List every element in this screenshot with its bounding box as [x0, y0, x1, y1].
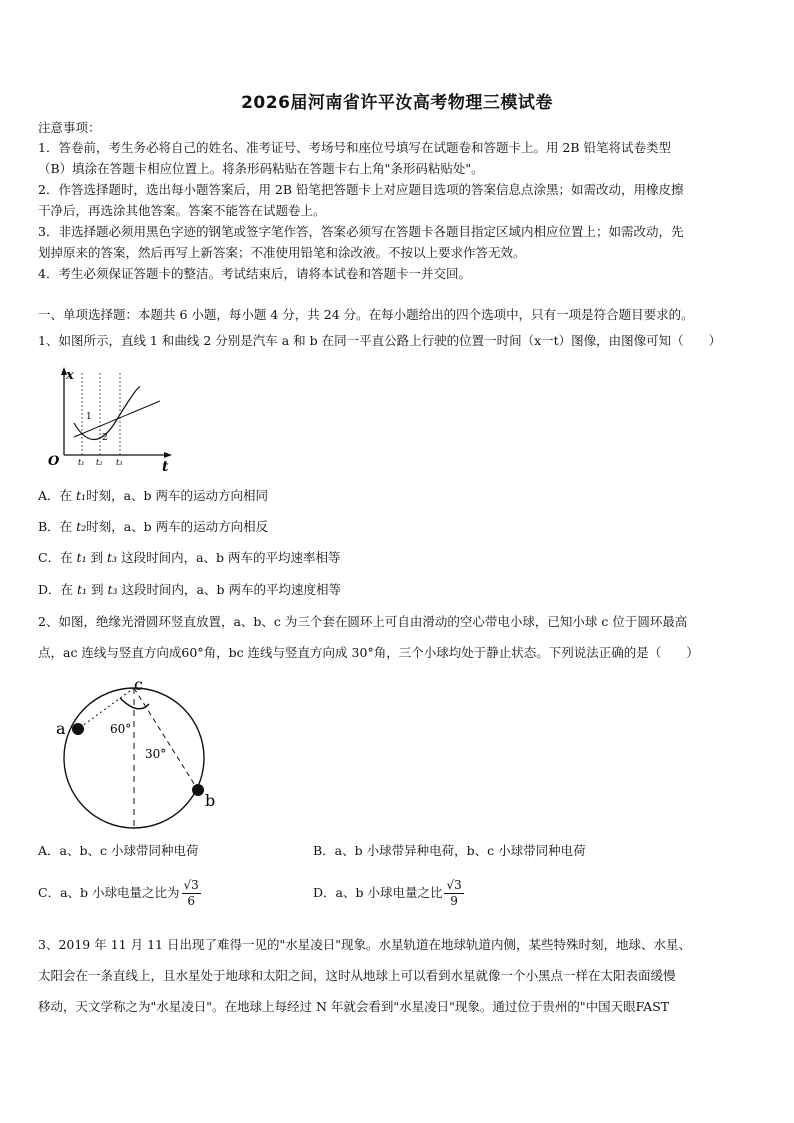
y-axis-label: x — [66, 368, 74, 383]
x-axis-label: t — [162, 459, 169, 473]
fraction-numerator: √3 — [446, 878, 462, 892]
option-mid: 到 — [87, 582, 108, 597]
question-2-stem-line2: 点，ac 连线与竖直方向成60°角，bc 连线与竖直方向成 30°角，三个小球均处于静止状态。下列说法正确的是（ ） — [38, 645, 699, 660]
q2-option-c[interactable] — [38, 878, 201, 909]
angle-30-label: 30° — [145, 747, 167, 761]
fraction-denominator: 9 — [450, 894, 458, 908]
label-c: c — [134, 676, 143, 694]
ball-b — [192, 784, 204, 796]
option-prefix: B．在 — [38, 519, 77, 534]
origin-label: O — [48, 454, 60, 469]
option-text: 这段时间内，a、b 两车的平均速度相等 — [117, 582, 341, 597]
note-line: 2．作答选择题时，选出每小题答案后，用 2B 铅笔把答题卡上对应题目选项的答案信息点涂黑；如需改动，用橡皮擦 — [38, 182, 684, 197]
option-text: D．a、b 小球电量之比 — [313, 885, 443, 900]
option-prefix: C．在 — [38, 550, 77, 565]
tick-t2: t₂ — [96, 458, 103, 467]
label-b: b — [205, 791, 216, 810]
tick-t3: t₃ — [116, 458, 123, 467]
label-a: a — [56, 719, 66, 738]
q1-option-c[interactable] — [38, 548, 760, 568]
option-text: 时刻，a、b 两车的运动方向相同 — [86, 488, 268, 503]
fraction-numerator: √3 — [183, 878, 199, 892]
note-line: 划掉原来的答案，然后再写上新答案；不准使用铅笔和涂改液。不按以上要求作答无效。 — [38, 245, 526, 260]
section-heading: 一、单项选择题：本题共 6 小题，每小题 4 分，共 24 分。在每小题给出的四个选项中，只有一项是符合题目要求的。 — [38, 307, 694, 322]
q2-option-b[interactable]: B．a、b 小球带异种电荷，b、c 小球带同种电荷 — [313, 843, 586, 858]
option-var: t₂ — [76, 519, 87, 534]
note-line: 4．考生必须保证答题卡的整洁。考试结束后，请将本试卷和答题卡一并交回。 — [38, 266, 471, 281]
xt-graph-figure — [44, 365, 176, 473]
question-3-line: 移动，天文学称之为"水星凌日"。在地球上每经过 N 年就会看到"水星凌日"现象。通过位于贵州的"中国天眼FAST — [38, 999, 670, 1014]
note-line: 干净后，再选涂其他答案。答案不能答在试题卷上。 — [38, 203, 326, 218]
question-1-stem: 1、如图所示，直线 1 和曲线 2 分别是汽车 a 和 b 在同一平直公路上行驶的位置一时间（x一t）图像，由图像可知（ ） — [38, 333, 722, 348]
option-var: t₁ — [76, 488, 87, 503]
line-1-label: 1 — [86, 412, 92, 422]
q1-option-b[interactable] — [38, 517, 760, 537]
curve-2-label: 2 — [102, 433, 108, 443]
x-axis-arrow-icon — [164, 452, 172, 458]
page-title: 2026届河南省许平汝高考物理三模试卷 — [241, 93, 553, 113]
notes-heading: 注意事项： — [38, 120, 101, 135]
option-text: C．a、b 小球电量之比为 — [38, 885, 180, 900]
q1-option-d[interactable] — [38, 580, 760, 600]
option-mid: 到 — [86, 550, 108, 565]
note-line: 3．非选择题必须用黑色字迹的钢笔或签字笔作答，答案必须写在答题卡各题目指定区域内相应位置上；如需改动，先 — [38, 224, 684, 239]
option-prefix: A．在 — [38, 488, 77, 503]
ring-figure — [52, 676, 232, 832]
q2-option-a[interactable]: A．a、b、c 小球带同种电荷 — [38, 843, 199, 858]
q2-option-d[interactable] — [313, 878, 464, 909]
option-text: 时刻，a、b 两车的运动方向相反 — [86, 519, 269, 534]
question-2-stem-line1: 2、如图，绝缘光滑圆环竖直放置，a、b、c 为三个套在圆环上可自由滑动的空心带电小球，已知小球 c 位于圆环最高 — [38, 614, 688, 629]
note-line: 1．答卷前，考生务必将自己的姓名、准考证号、考场号和座位号填写在试题卷和答题卡上。用 2B 铅笔将试卷类型 — [38, 140, 672, 155]
tick-t1: t₁ — [78, 458, 85, 467]
fraction — [444, 878, 463, 909]
fraction — [182, 878, 201, 909]
option-text: 这段时间内，a、b 两车的平均速率相等 — [117, 550, 341, 565]
option-var2: t₃ — [107, 550, 118, 565]
option-var2: t₃ — [107, 582, 118, 597]
q1-option-a[interactable] — [38, 486, 760, 506]
question-3-line: 太阳会在一条直线上，且水星处于地球和太阳之间，这时从地球上可以看到水星就像一个小黑点一样在太阳表面缓慢 — [38, 968, 676, 983]
option-var: t₁ — [77, 582, 88, 597]
fraction-denominator: 6 — [187, 894, 195, 908]
ball-a — [72, 723, 84, 735]
note-line: （B）填涂在答题卡相应位置上。将条形码粘贴在答题卡右上角"条形码粘贴处"。 — [38, 161, 484, 176]
question-3-line: 3、2019 年 11 月 11 日出现了难得一见的"水星凌日"现象。水星轨道在地球轨道内侧，某些特殊时刻，地球、水星、 — [38, 937, 691, 952]
angle-60-label: 60° — [110, 722, 132, 736]
option-prefix: D．在 — [38, 582, 77, 597]
option-var: t₁ — [76, 550, 87, 565]
bc-dashed-line — [134, 688, 198, 790]
